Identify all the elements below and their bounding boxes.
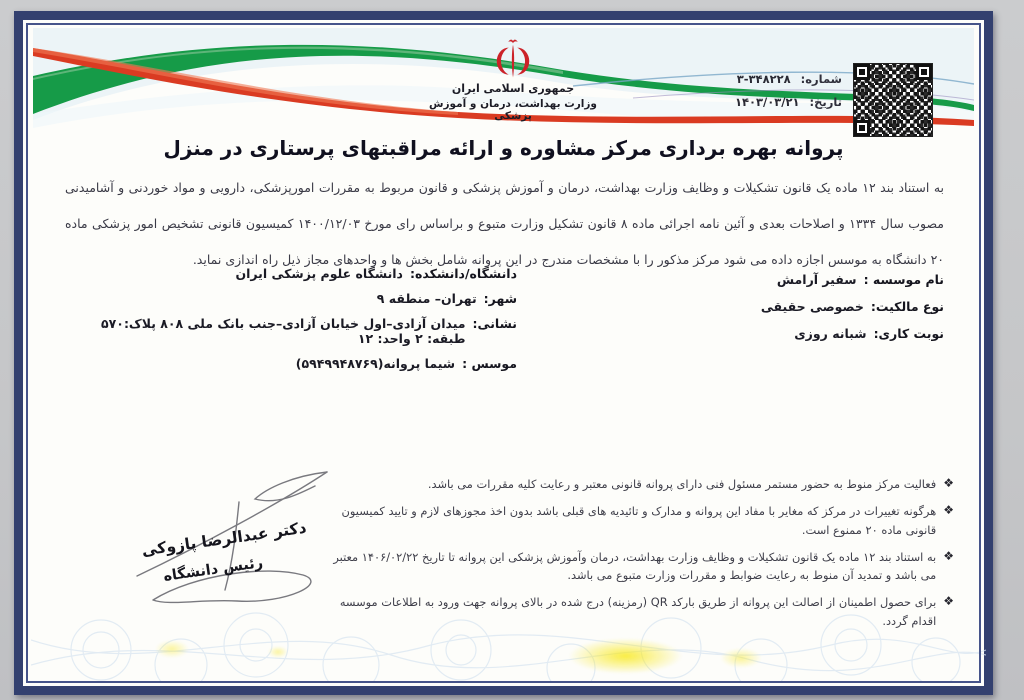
conditions-list [329, 475, 954, 639]
date-row [735, 95, 842, 109]
diamond-bullet-icon: ❖ [943, 503, 954, 518]
field-label: نام موسسه : [863, 272, 944, 287]
ministry-header [423, 38, 603, 122]
field-value: میدان آزادی–اول خیابان آزادی–جنب بانک ملی ۸۰۸ پلاک:۵۷۰ طبقه: ۲ واحد: ۱۲ [101, 316, 466, 346]
field-value: سفیر آرامش [776, 272, 857, 287]
field-label: نشانی: [472, 316, 517, 331]
signatory-name: دکتر عبدالرضا پازوکی [140, 518, 308, 560]
diamond-bullet-icon: ❖ [943, 548, 954, 563]
field-label: شهر: [483, 291, 517, 306]
field-value: شبانه روزی [794, 326, 867, 341]
field-university [95, 266, 517, 281]
note-text: فعالیت مرکز منوط به حضور مستمر مسئول فنی دارای پروانه قانونی معتبر و رعایت کلیه مقررات می باشد. [427, 477, 937, 491]
field-address [95, 316, 517, 346]
note-text: هرگونه تغییرات در مرکز که مغایر با مفاد این پروانه و مدارک و تائیدیه های قبلی باشد بدون اخذ مجوزهای لازم و تایید کمیسیون قانونی ماده ۲۰ ممنوع است. [341, 504, 937, 537]
field-label: موسس : [462, 356, 517, 371]
date-value: ۱۴۰۳/۰۳/۲۱ [734, 95, 800, 109]
qr-finder-icon [854, 120, 870, 136]
serial-row [735, 72, 842, 86]
field-value: تهران– منطقه ۹ [376, 291, 477, 306]
qr-finder-icon [916, 64, 932, 80]
field-work-shift [634, 326, 944, 341]
ministry-name: وزارت بهداشت، درمان و آموزش پزشکی [429, 98, 597, 122]
list-item [329, 593, 954, 630]
certificate-title: پروانه بهره برداری مرکز مشاوره و ارائه مراقبتهای پرستاری در منزل [163, 136, 844, 160]
qr-code [854, 64, 932, 136]
field-city [95, 291, 517, 306]
country-name: جمهوری اسلامی ایران [451, 82, 575, 95]
list-item [329, 548, 954, 585]
location-fields [95, 266, 517, 381]
field-ownership-type [634, 299, 944, 314]
field-label: نوع مالکیت: [870, 299, 944, 314]
diamond-bullet-icon: ❖ [943, 594, 954, 609]
signature-block [115, 448, 370, 623]
field-value: خصوصی حقیقی [760, 299, 864, 314]
iran-emblem-icon [494, 38, 532, 80]
field-label: دانشگاه/دانشکده: [409, 266, 517, 281]
field-value: شیما پروانه(۵۹۴۹۹۴۸۷۶۹) [295, 356, 456, 371]
diamond-bullet-icon: ❖ [943, 476, 954, 490]
list-item [329, 502, 954, 539]
note-text: به استناد بند ۱۲ ماده یک قانون تشکیلات و وظایف وزارت بهداشت، درمان وآموزش پزشکی این پروانه تا تاریخ ۱۴۰۶/۰۲/۲۲ معتبر می باشد و تمدید آن منوط به رعایت ضوابط و مقررات وزارت متبوع می باشد. [333, 549, 937, 582]
field-label: نوبت کاری: [873, 326, 944, 341]
field-value: دانشگاه علوم پزشکی ایران [235, 266, 403, 281]
qr-finder-icon [854, 64, 870, 80]
signatory-title: رئیس دانشگاه [162, 555, 265, 585]
field-institution-name [634, 272, 944, 287]
certificate-paper [14, 11, 993, 695]
serial-value: ۳-۳۴۸۲۲۸ [736, 72, 791, 86]
serial-date-block [735, 72, 842, 118]
field-founder [95, 356, 517, 371]
legal-paragraph: به استناد بند ۱۲ ماده یک قانون تشکیلات و وظایف وزارت بهداشت، درمان و آموزش پزشکی و قانون مربوط به مقررات امورپزشکی، دارویی و مواد خوردنی و آشامیدنی مصوب سال ۱۳۳۴ و اصلاحات بعدی و آئین نامه اجرائی ماده ۸ قانون تشکیل وزارت متبوع و براساس رای مورخ ۱۴۰۰/۱۲/۰۳ کمیسیون قانونی تشخیص امور پزشکی ماده ۲۰ دانشگاه به موسس اجازه داده می شود مرکز مذکور را با مشخصات مندرج در این پروانه شامل بخش ها و واحدهای مجاز ذیل راه اندازی نماید. [65, 180, 945, 267]
serial-label: شماره: [800, 72, 842, 86]
date-label: تاریخ: [809, 95, 842, 109]
list-item [329, 475, 954, 493]
note-text: برای حصول اطمینان از اصالت این پروانه از طریق بارکد QR (رمزینه) درج شده در بالای پروانه جهت ورود به اطلاعات موسسه اقدام گردد. [339, 595, 937, 628]
institution-fields [634, 272, 944, 353]
